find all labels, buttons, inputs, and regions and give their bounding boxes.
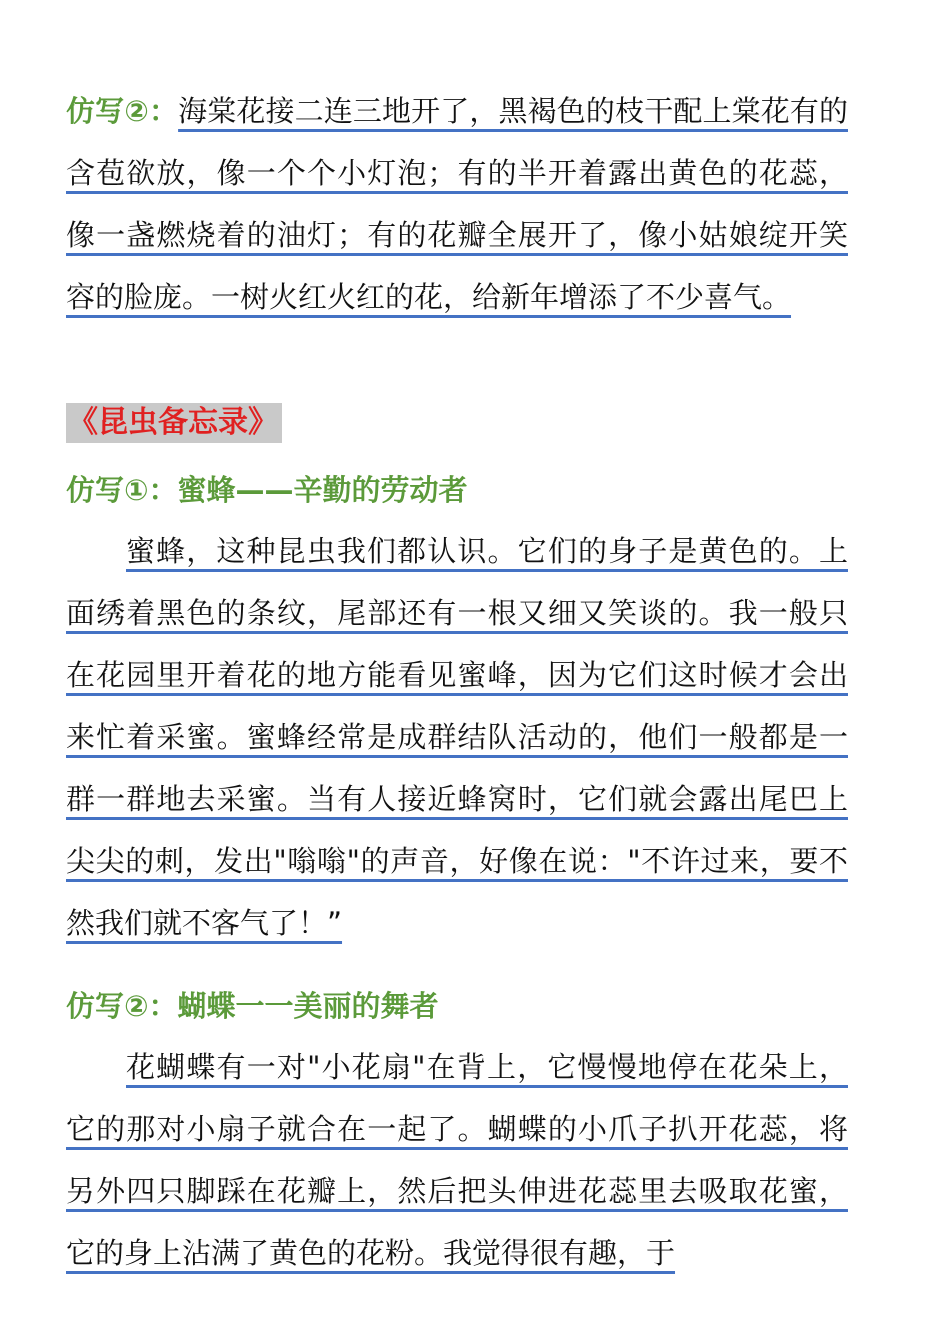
book-title: 《昆虫备忘录》 — [68, 405, 278, 440]
section1-paragraph — [66, 80, 848, 328]
section3-heading: 仿写②：蝴蝶一一美丽的舞者 — [66, 989, 439, 1023]
section2-heading: 仿写①：蜜蜂——辛勤的劳动者 — [66, 473, 468, 507]
section2-text: 蜜蜂，这种昆虫我们都认识。它们的身子是黄色的。上面绣着黑色的条纹，尾部还有一根又细又笑谈的。我一般只在花园里开着花的地方能看见蜜峰，因为它们这时候才会出来忙着采蜜。蜜蜂经常是成群结队活动的，他们一般都是一群一群地去采蜜。当有人接近蜂窝时，它们就会露出尾巴上尖尖的刺，发出"嗡嗡"的声音，好像在说："不许过来，要不然我们就不客气了！” — [66, 534, 848, 940]
section2-paragraph — [66, 520, 848, 954]
section1-block — [66, 80, 848, 328]
section1-text: 海棠花接二连三地开了，黑褐色的枝干配上棠花有的含苞欲放，像一个个小灯泡；有的半开着露出黄色的花蕊，像一盏燃烧着的油灯；有的花瓣全展开了，像小姑娘绽开笑容的脸庞。一树火红火红的花，给新年增添了不少喜气。 — [66, 94, 848, 314]
section1-label: 仿写②： — [66, 94, 179, 128]
section2-block — [66, 520, 848, 954]
section3-paragraph — [66, 1036, 848, 1284]
section3-block — [66, 1036, 848, 1284]
section3-text: 花蝴蝶有一对"小花扇"在背上，它慢慢地停在花朵上，它的那对小扇子就合在一起了。蝴蝶的小爪子扒开花蕊，将另外四只脚踩在花瓣上，然后把头伸进花蕊里去吸取花蜜，它的身上沾满了黄色的花粉。我觉得很有趣，于 — [66, 1050, 848, 1270]
